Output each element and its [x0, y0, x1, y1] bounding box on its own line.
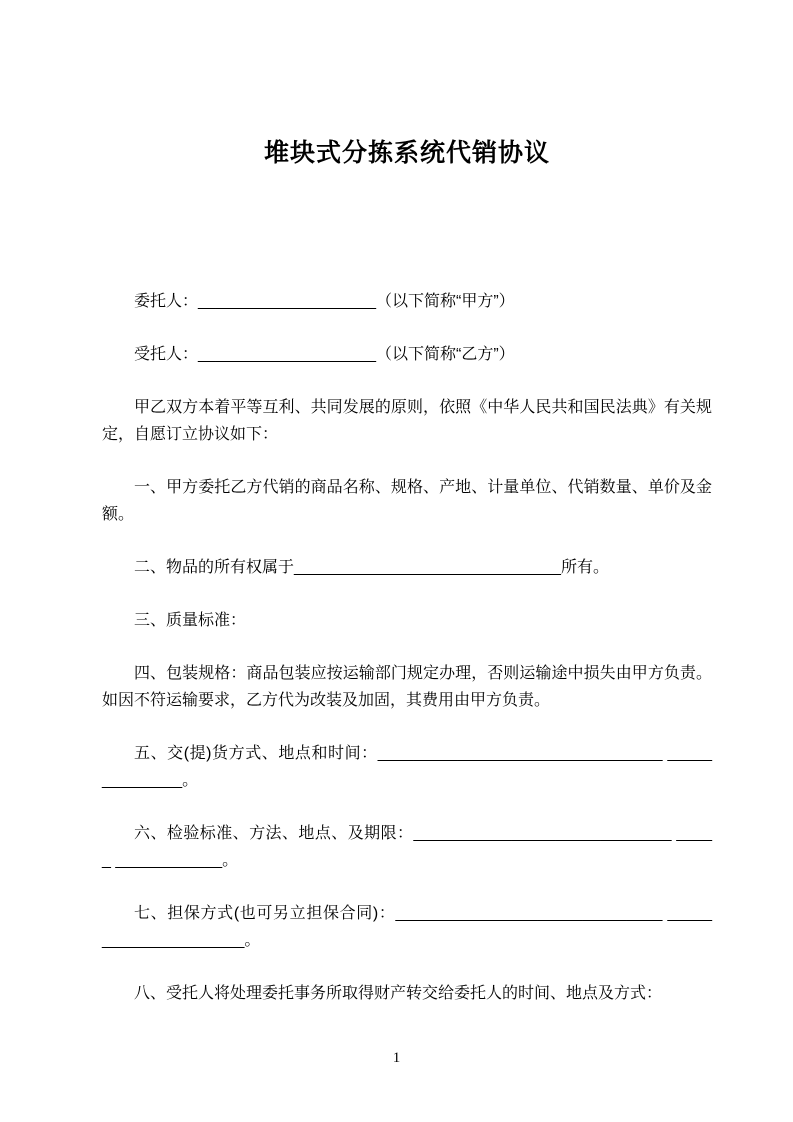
principal-label: 委托人： [134, 293, 199, 310]
clause-5: 五、交(提)货方式、地点和时间：________________________________ _____ _________。 [102, 745, 712, 789]
trustee-label: 受托人： [134, 346, 199, 363]
clause-4: 四、包装规格：商品包装应按运输部门规定办理，否则运输途中损失由甲方负责。如因不符运输要求，乙方代为改装及加固，其费用由甲方负责。 [102, 665, 712, 709]
clause-2: 二、物品的所有权属于______________________________所有。 [134, 559, 609, 576]
preamble-paragraph: 甲乙双方本着平等互利、共同发展的原则，依照《中华人民共和国民法典》有关规定，自愿订立协议如下： [102, 399, 712, 443]
trustee-line [102, 341, 712, 368]
clause-3: 三、质量标准： [134, 612, 247, 629]
clause-8: 八、受托人将处理委托事务所取得财产转交给委托人的时间、地点及方式： [134, 985, 663, 1002]
principal-line [102, 288, 712, 315]
page-number: 1 [392, 1050, 401, 1066]
contract-body [102, 0, 712, 1033]
clause-6: 六、检验标准、方法、地点、及期限：_____________________________ _____ ____________。 [102, 825, 712, 869]
document-title: 堆块式分拣系统代销协议 [263, 139, 550, 167]
clause-1: 一、甲方委托乙方代销的商品名称、规格、产地、计量单位、代销数量、单价及金额。 [102, 479, 712, 523]
principal-blank: ____________________ [198, 293, 376, 310]
trustee-blank: ____________________ [198, 346, 376, 363]
trustee-suffix: （以下简称“乙方”） [375, 346, 515, 363]
clause-7: 七、担保方式(也可另立担保合同)：______________________________ _____ ________________。 [102, 905, 712, 949]
principal-suffix: （以下简称“甲方”） [375, 293, 515, 310]
